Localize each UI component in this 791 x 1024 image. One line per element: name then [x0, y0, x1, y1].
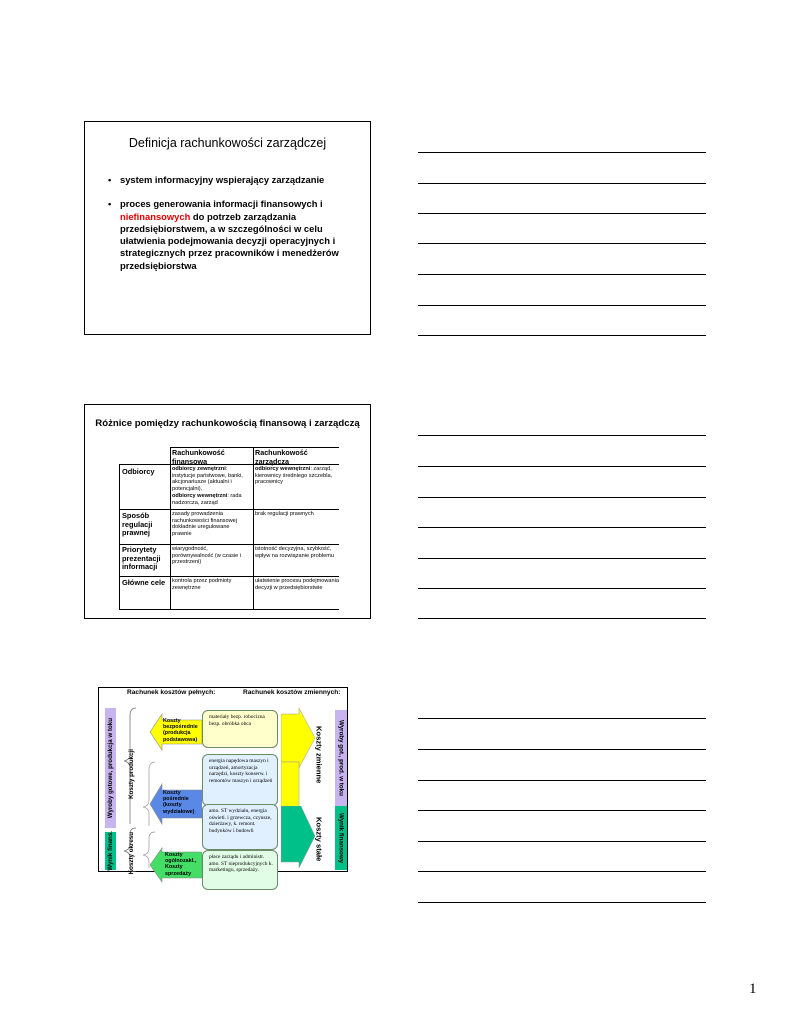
cell-bold: odbiorcy wewnętrzni [172, 492, 228, 499]
bullet-icon: • [108, 198, 112, 210]
table-rule [119, 609, 339, 610]
bullet-text: system informacyjny wspierający zarządzanie [120, 174, 325, 185]
brace-label: Koszty produkcji [127, 749, 135, 799]
cell-bold: odbiorcy wewnętrzni [255, 466, 311, 472]
table-cell: brak regulacji prawnych [255, 511, 314, 517]
row-label: Sposób regulacji prawnej [122, 511, 153, 537]
right-bar-result [335, 806, 347, 870]
arrow-right-icon [281, 806, 315, 872]
table-cell: istotność decyzyjna, szybkość, wpływ na rozwiązanie problemu [255, 546, 334, 559]
column-header: Rachunkowość finansowa [172, 448, 225, 466]
bullet-item [99, 174, 361, 186]
column-header: Rachunkowość zarządcza [255, 448, 308, 466]
notes-line [418, 466, 706, 467]
costs-label: Koszty stałe [314, 816, 324, 862]
costs-label: Koszty zmienne [314, 726, 324, 784]
cost-box-fixed-indirect: amo. ST wydziału, energia oświetl. i grzewcza, czynsze, dzierżawy, k. remont. budynków i budowli [202, 804, 278, 850]
table-rule [119, 576, 339, 577]
table-cell: ułatwienie procesu podejmowania decyzji w przedsiębiorstwie [255, 578, 339, 591]
bullet-text-before: proces generowania informacji finansowych i [120, 198, 323, 210]
left-bar-products [105, 708, 116, 828]
notes-line [418, 902, 706, 903]
row-label: Odbiorcy [122, 467, 155, 476]
cell-text: : instytucje państwowe, banki, akcjonariusze (aktualni i potencjalni), [172, 466, 243, 493]
label-costs-fixed [313, 814, 325, 864]
table-cell: zasady prowadzenia rachunkowości finansowej dokładnie uregulowane prawnie [172, 511, 237, 538]
table-cell: wiarygodność, porównywalność (w czasie i przestrzeni) [172, 546, 242, 566]
cost-box-energy: energia napędowa maszyn i urządzeń, amortyzacja narzędzi, koszty konserw. i remontów maszyn i urządzeń [202, 754, 278, 806]
notes-line [418, 527, 706, 528]
notes-line [418, 841, 706, 842]
notes-line [418, 213, 706, 214]
table-cell [172, 466, 252, 506]
notes-line [418, 335, 706, 336]
label-costs-variable [313, 712, 325, 798]
table-cell: kontrola przez podmioty zewnętrzne [172, 578, 232, 591]
notes-line [418, 618, 706, 619]
slide-title: Różnice pomiędzy rachunkowością finansową i zarządczą [95, 418, 360, 429]
slide-differences-table [84, 404, 371, 619]
bar-label: Wyroby gotowe, produkcja w toku [107, 717, 114, 819]
notes-line [418, 183, 706, 184]
cost-box-direct: materiały bezp. robocizna bezp. obróbka obca [202, 710, 278, 748]
notes-line [418, 588, 706, 589]
cell-text: : zarząd, kierownicy średniego szczebla, pracownicy [255, 466, 333, 486]
left-bar-result [105, 832, 116, 870]
table-rule [119, 509, 339, 510]
highlighted-word: niefinansowych [120, 210, 191, 222]
label-variable-cost: Rachunek kosztów zmiennych: [243, 689, 341, 696]
cell-bold: odbiorcy zewnętrzni [172, 466, 226, 472]
notes-line [418, 274, 706, 275]
table-rule [119, 464, 120, 610]
bullet-item [99, 198, 361, 272]
arrow-label-indirect: Koszty pośrednie (koszty wydziałowe) [163, 790, 195, 815]
right-bar-products [335, 710, 347, 806]
notes-line [418, 558, 706, 559]
notes-line [418, 871, 706, 872]
notes-line [418, 152, 706, 153]
row-label: Główne cele [122, 578, 166, 587]
table-cell [255, 466, 339, 486]
label-full-cost: Rachunek kosztów pełnych: [127, 689, 216, 696]
notes-line [418, 305, 706, 306]
bullet-list [99, 174, 361, 284]
page-number: 1 [749, 981, 757, 997]
arrow-label-general: Koszty ogólnozakł., Koszty sprzedaży [165, 852, 197, 877]
cost-box-general: płace zarządu i administr. amo. ST nieprodukcyjnych k. marketingu, sprzedaży. [202, 850, 278, 890]
notes-line [418, 718, 706, 719]
row-label: Priorytety prezentacji informacji [122, 545, 161, 571]
bar-label: Wynik finans. [107, 831, 114, 871]
notes-line [418, 810, 706, 811]
notes-line [418, 749, 706, 750]
bar-label: Wynik finansowy [337, 812, 345, 864]
brace-label: Koszty okresu [127, 831, 135, 875]
bullet-text-after: do potrzeb zarządzania przedsiębiorstwem, a w szczególności w celu ułatwienia podejmowania decyzji operacyjnych i strategicznych przez pracowników i menedżerów przedsiębiorstwa [120, 210, 339, 271]
bullet-icon: • [108, 174, 112, 185]
cell-text: : rada nadzorcza, zarząd [172, 492, 242, 506]
notes-line [418, 243, 706, 244]
notes-line [418, 497, 706, 498]
notes-line [418, 780, 706, 781]
arrow-label-direct: Koszty bezpośrednie (produkcja podstawowa) [163, 718, 198, 743]
bar-label: Wyroby got., prod. w toku [337, 720, 345, 796]
notes-line [418, 435, 706, 436]
slide-cost-accounting-diagram [98, 687, 348, 877]
slide-title: Definicja rachunkowości zarządczej [128, 136, 327, 150]
table-rule [253, 447, 254, 610]
table-rule [170, 447, 171, 610]
slide-definition [84, 121, 371, 335]
